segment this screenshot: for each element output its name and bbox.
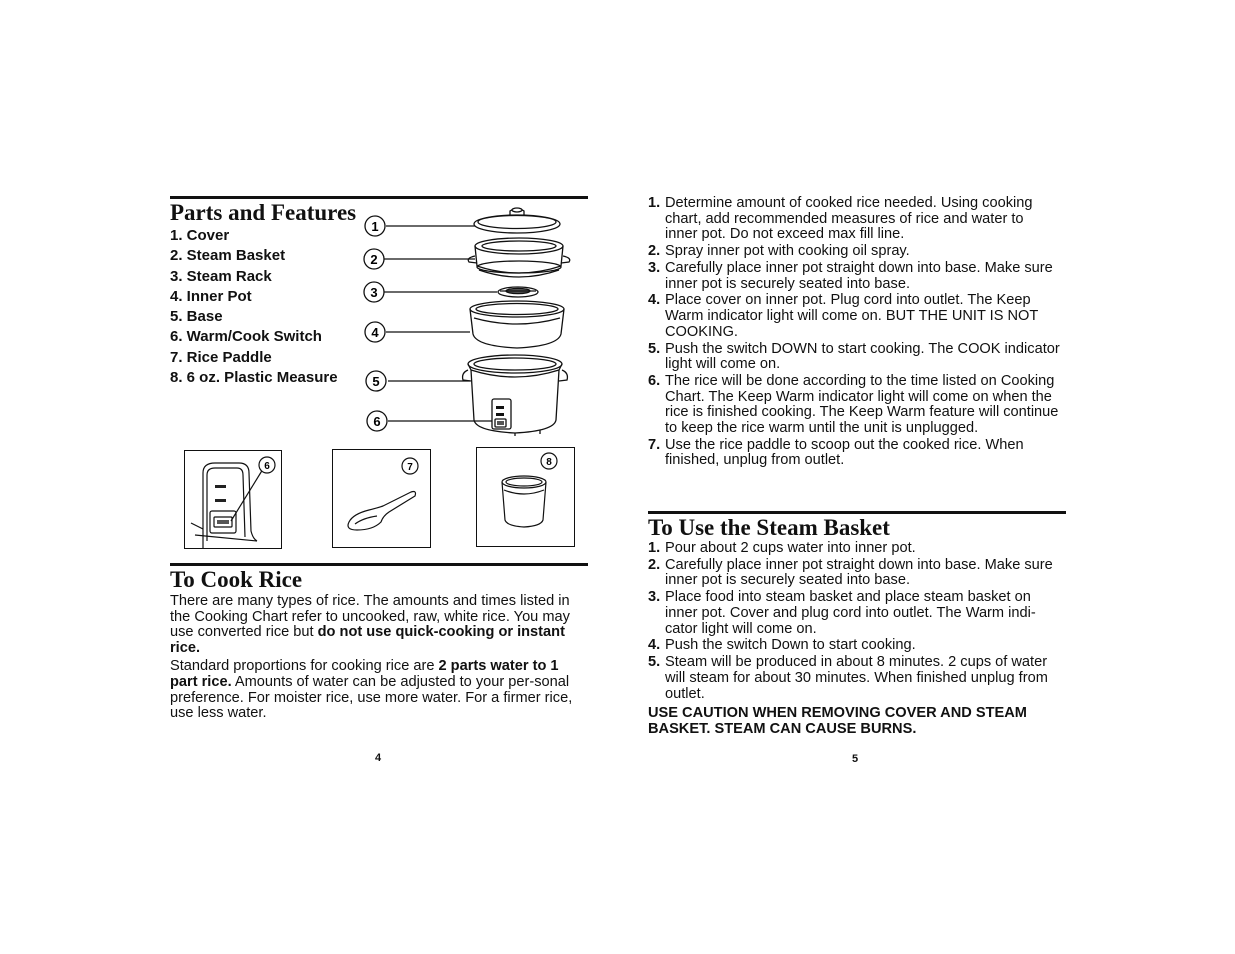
steam-basket-drawing — [468, 238, 570, 277]
step-number: 2. — [648, 243, 661, 260]
parts-item: 5. Base — [170, 308, 223, 326]
parts-title: Parts and Features — [170, 200, 357, 225]
step-text: Steam will be produced in about 8 minutes. 2 cups of water will steam for about 30 minutes. When finished unplug from outlet. — [665, 654, 1048, 702]
cook-p2-bold: 2 parts water to 1 part rice. — [170, 658, 559, 690]
step-text: Pour about 2 cups water into inner pot. — [665, 540, 916, 556]
callout-2-label: 2 — [370, 252, 378, 267]
callout-4 — [365, 322, 385, 342]
inset-8-label: 8 — [546, 457, 552, 468]
step-text: Push the switch DOWN to start cooking. The COOK indicator light will come on. — [665, 340, 1060, 373]
step-number: 4. — [648, 292, 661, 309]
list-item — [648, 374, 1060, 436]
cook-paragraph-2 — [170, 659, 590, 721]
inner-pot-drawing — [470, 301, 564, 348]
step-text: Spray inner pot with cooking oil spray. — [665, 243, 910, 260]
step-number: 3. — [648, 259, 661, 276]
parts-item: 7. Rice Paddle — [170, 348, 272, 366]
list-item — [648, 293, 1060, 340]
step-number: 5. — [648, 654, 661, 671]
parts-top-rule — [170, 196, 588, 199]
list-item — [648, 558, 1064, 589]
list-item — [648, 655, 1064, 702]
step-number: 7. — [648, 436, 661, 453]
callout-5 — [366, 371, 386, 391]
step-number: 1. — [648, 195, 661, 211]
page-number-left: 4 — [375, 752, 382, 764]
cook-p1-text: There are many types of rice. The amounts and times listed in the Cooking Chart refer to uncooked, raw, white rice. You may use converted rice but — [170, 593, 570, 641]
step-text: Determine amount of cooked rice needed. Using cooking chart, add recommended measures of rice and water to inner pot. Do not exceed max fill line. — [665, 195, 1033, 243]
inset-7-label: 7 — [407, 462, 413, 473]
inset-6-label: 6 — [264, 461, 270, 472]
callout-4-label: 4 — [371, 325, 379, 340]
warm-cook-switch-drawing — [185, 451, 281, 548]
rice-cooker-exploded-diagram — [355, 200, 580, 440]
step-number: 4. — [648, 637, 661, 654]
parts-item: 3. Steam Rack — [170, 267, 272, 285]
list-item — [648, 590, 1064, 637]
step-number: 2. — [648, 556, 661, 573]
step-number: 5. — [648, 340, 661, 357]
parts-item: 2. Steam Basket — [170, 247, 286, 265]
step-text: Place cover on inner pot. Plug cord into outlet. The Keep Warm indicator light will come on. BUT THE UNIT IS NOT COOKING. — [665, 292, 1039, 340]
rice-paddle-drawing — [333, 450, 430, 547]
callout-5-label: 5 — [372, 374, 380, 389]
step-text: The rice will be done according to the time listed on Cooking Chart. The Keep Warm indicator light will come on when the rice is finished cooking. The Keep Warm feature will continue to keep the rice warm until the unit is unplugged. — [665, 373, 1059, 436]
callout-1-label: 1 — [371, 219, 379, 234]
cooking-steps-list — [648, 196, 1060, 470]
parts-item: 1. Cover — [170, 227, 230, 244]
cook-title: To Cook Rice — [170, 567, 303, 592]
cook-p1-bold: do not use quick-cooking or instant rice. — [170, 624, 565, 656]
list-item — [648, 438, 1060, 469]
list-item — [648, 638, 1064, 654]
callout-1 — [365, 216, 385, 236]
list-item — [648, 244, 1060, 260]
plastic-measure-drawing — [477, 448, 574, 546]
steam-title: To Use the Steam Basket — [648, 515, 890, 540]
steam-rack-drawing — [498, 287, 538, 297]
step-number: 6. — [648, 373, 661, 390]
list-item — [648, 541, 1064, 557]
cook-p2-text: Standard proportions for cooking rice are — [170, 658, 439, 675]
parts-item: 8. 6 oz. Plastic Measure — [170, 369, 338, 387]
list-item — [648, 342, 1060, 373]
cover-drawing — [474, 208, 560, 233]
cook-body — [170, 594, 590, 725]
parts-item: 4. Inner Pot — [170, 287, 252, 305]
measure-inset-box — [476, 447, 575, 547]
paddle-inset-box — [332, 449, 431, 548]
steam-caution: USE CAUTION WHEN REMOVING COVER AND STEAM BASKET. STEAM CAN CAUSE BURNS. — [648, 705, 1027, 737]
step-text: Carefully place inner pot straight down into base. Make sure inner pot is securely seated into base. — [665, 556, 1053, 589]
step-text: Place food into steam basket and place steam basket on inner pot. Cover and plug cord into outlet. The Warm indi-cator light will come on. — [665, 589, 1036, 637]
cook-top-rule — [170, 563, 588, 566]
step-text: Use the rice paddle to scoop out the cooked rice. When finished, unplug from outlet. — [665, 436, 1024, 469]
callout-6-label: 6 — [373, 414, 381, 429]
steam-top-rule — [648, 511, 1066, 514]
page-number-right: 5 — [852, 753, 859, 765]
callout-3-label: 3 — [370, 285, 378, 300]
step-text: Carefully place inner pot straight down into base. Make sure inner pot is securely seated into base. — [665, 259, 1053, 292]
callout-3 — [364, 282, 384, 302]
callout-6 — [367, 411, 387, 431]
list-item — [648, 261, 1060, 292]
parts-item: 6. Warm/Cook Switch — [170, 328, 322, 346]
base-drawing — [463, 355, 568, 436]
steam-steps-list — [648, 541, 1064, 703]
cook-p2-text-end: Amounts of water can be adjusted to your per-sonal preference. For moister rice, use more water. For a firmer rice, use less water. — [170, 673, 573, 722]
switch-inset-box — [184, 450, 282, 549]
callout-2 — [364, 249, 384, 269]
step-number: 1. — [648, 540, 661, 556]
step-number: 3. — [648, 589, 661, 606]
cook-paragraph-1 — [170, 594, 590, 656]
step-text: Push the switch Down to start cooking. — [665, 637, 916, 654]
parts-list — [170, 226, 360, 388]
list-item — [648, 196, 1060, 243]
